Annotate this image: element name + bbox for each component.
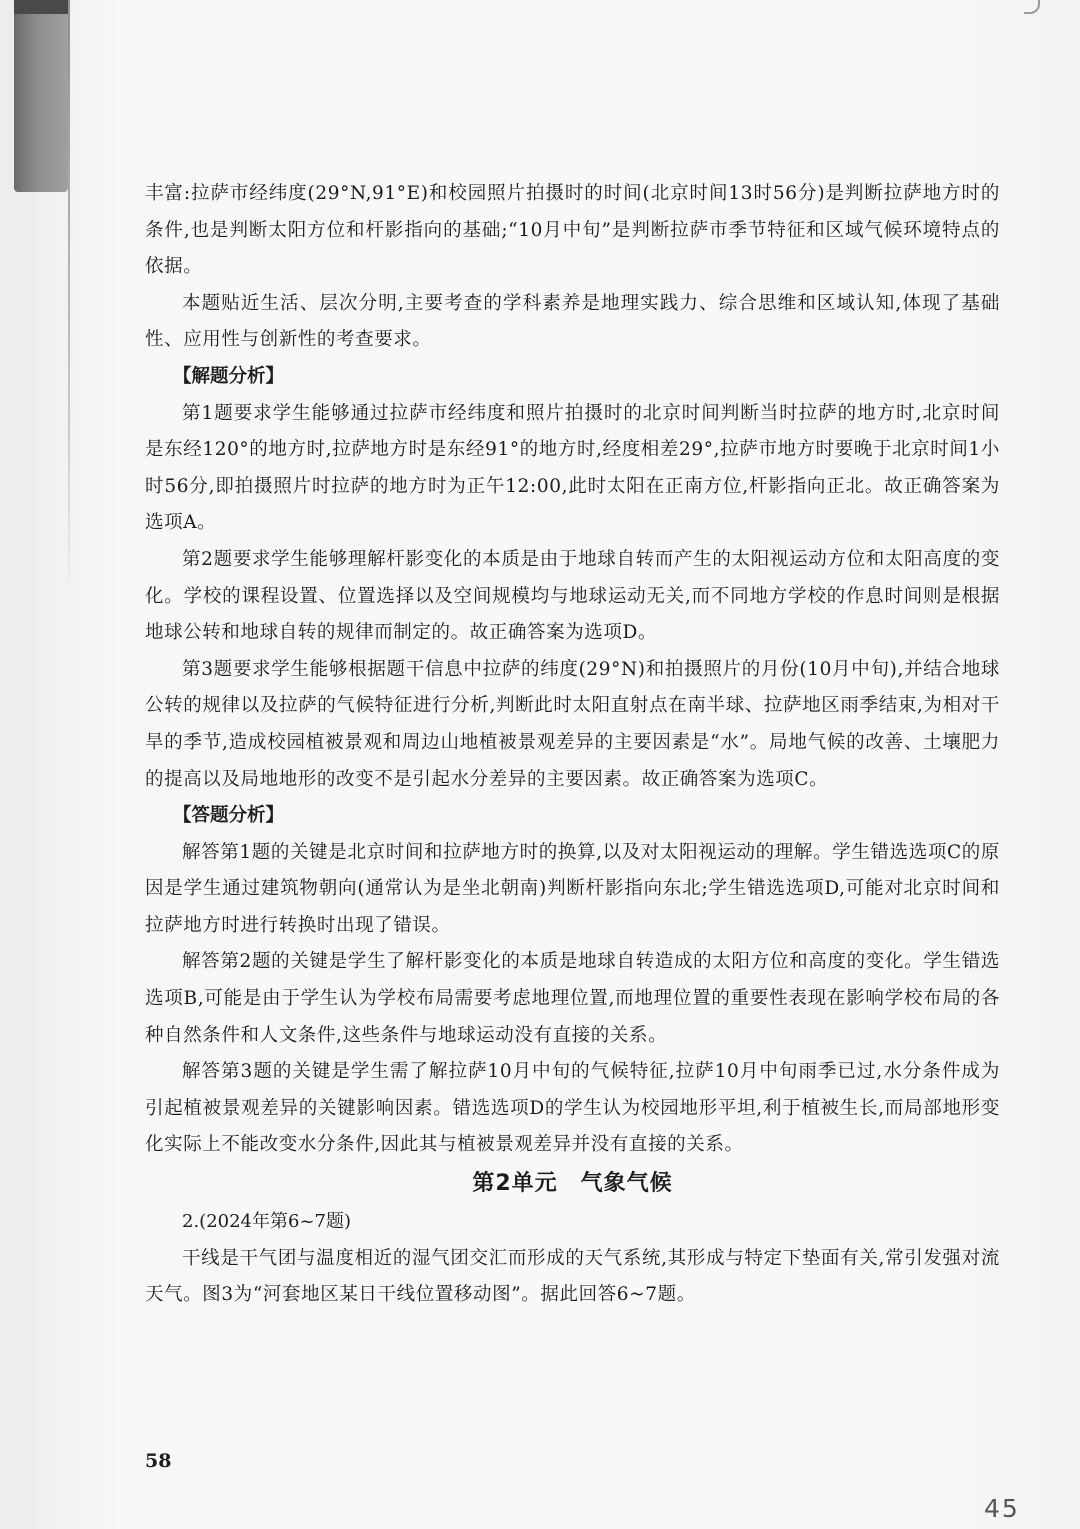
answer-q2-paragraph: 解答第2题的关键是学生了解杆影变化的本质是地球自转造成的太阳方位和高度的变化。学生错选选项B,可能是由于学生认为学校布局需要考虑地理位置,而地理位置的重要性表现在影响学校布局的各种自然条件和人文条件,这些条件与地球运动没有直接的关系。 xyxy=(145,951,1000,1046)
intro-paragraph: 丰富:拉萨市经纬度(29°N,91°E)和校园照片拍摄时的时间(北京时间13时56分)是判断拉萨地方时的条件,也是判断太阳方位和杆影指向的基础;“10月中旬”是判断拉萨市季节特征和区域气候环境特点的依据。 xyxy=(145,183,1000,278)
page-body xyxy=(145,176,1000,1314)
binding-tab xyxy=(14,0,68,192)
summary-paragraph: 本题贴近生活、层次分明,主要考查的学科素养是地理实践力、综合思维和区域认知,体现了基础性、应用性与创新性的考查要求。 xyxy=(145,292,1000,351)
scan-page-number: 45 xyxy=(984,1494,1020,1523)
question-stem: 干线是干气团与温度相近的湿气团交汇而形成的天气系统,其形成与特定下垫面有关,常引发强对流天气。图3为“河套地区某日干线位置移动图”。据此回答6~7题。 xyxy=(145,1247,1000,1306)
analysis-q1-paragraph: 第1题要求学生能够通过拉萨市经纬度和照片拍摄时的北京时间判断当时拉萨的地方时,北京时间是东经120°的地方时,拉萨地方时是东经91°的地方时,经度相差29°,拉萨市地方时要晚于北京时间1小时56分,即拍摄照片时拉萨的地方时为正午12:00,此时太阳在正南方位,杆影指向正北。故正确答案为选项A。 xyxy=(145,402,1000,534)
unit-title: 第2单元 气象气候 xyxy=(472,1171,673,1197)
binding-tab-top xyxy=(14,0,68,14)
analysis-heading: 【解题分析】 xyxy=(173,365,285,387)
question-label: 2.(2024年第6~7题) xyxy=(182,1211,352,1233)
answer-q1-paragraph: 解答第1题的关键是北京时间和拉萨地方时的换算,以及对太阳视运动的理解。学生错选选项C的原因是学生通过建筑物朝向(通常认为是坐北朝南)判断杆影指向东北;学生错选选项D,可能对北京时间和拉萨地方时进行转换时出现了错误。 xyxy=(145,841,1000,936)
page-number: 58 xyxy=(145,1450,172,1472)
analysis-q3-paragraph: 第3题要求学生能够根据题干信息中拉萨的纬度(29°N)和拍摄照片的月份(10月中旬),并结合地球公转的规律以及拉萨的气候特征进行分析,判断此时太阳直射点在南半球、拉萨地区雨季结束,为相对干旱的季节,造成校园植被景观和周边山地植被景观差异的主要因素是“水”。局地气候的改善、土壤肥力的提高以及局地地形的改变不是引起水分差异的主要因素。故正确答案为选项C。 xyxy=(145,658,1000,790)
answer-heading: 【答题分析】 xyxy=(173,805,285,827)
binding-edge xyxy=(68,0,70,600)
analysis-q2-paragraph: 第2题要求学生能够理解杆影变化的本质是由于地球自转而产生的太阳视运动方位和太阳高度的变化。学校的课程设置、位置选择以及空间规模均与地球运动无关,而不同地方学校的作息时间则是根据地球公转和地球自转的规律而制定的。故正确答案为选项D。 xyxy=(145,548,1000,644)
answer-q3-paragraph: 解答第3题的关键是学生需了解拉萨10月中旬的气候特征,拉萨10月中旬雨季已过,水分条件成为引起植被景观差异的关键影响因素。错选选项D的学生认为校园地形平坦,利于植被生长,而局部地形变化实际上不能改变水分条件,因此其与植被景观差异并没有直接的关系。 xyxy=(145,1061,1000,1156)
